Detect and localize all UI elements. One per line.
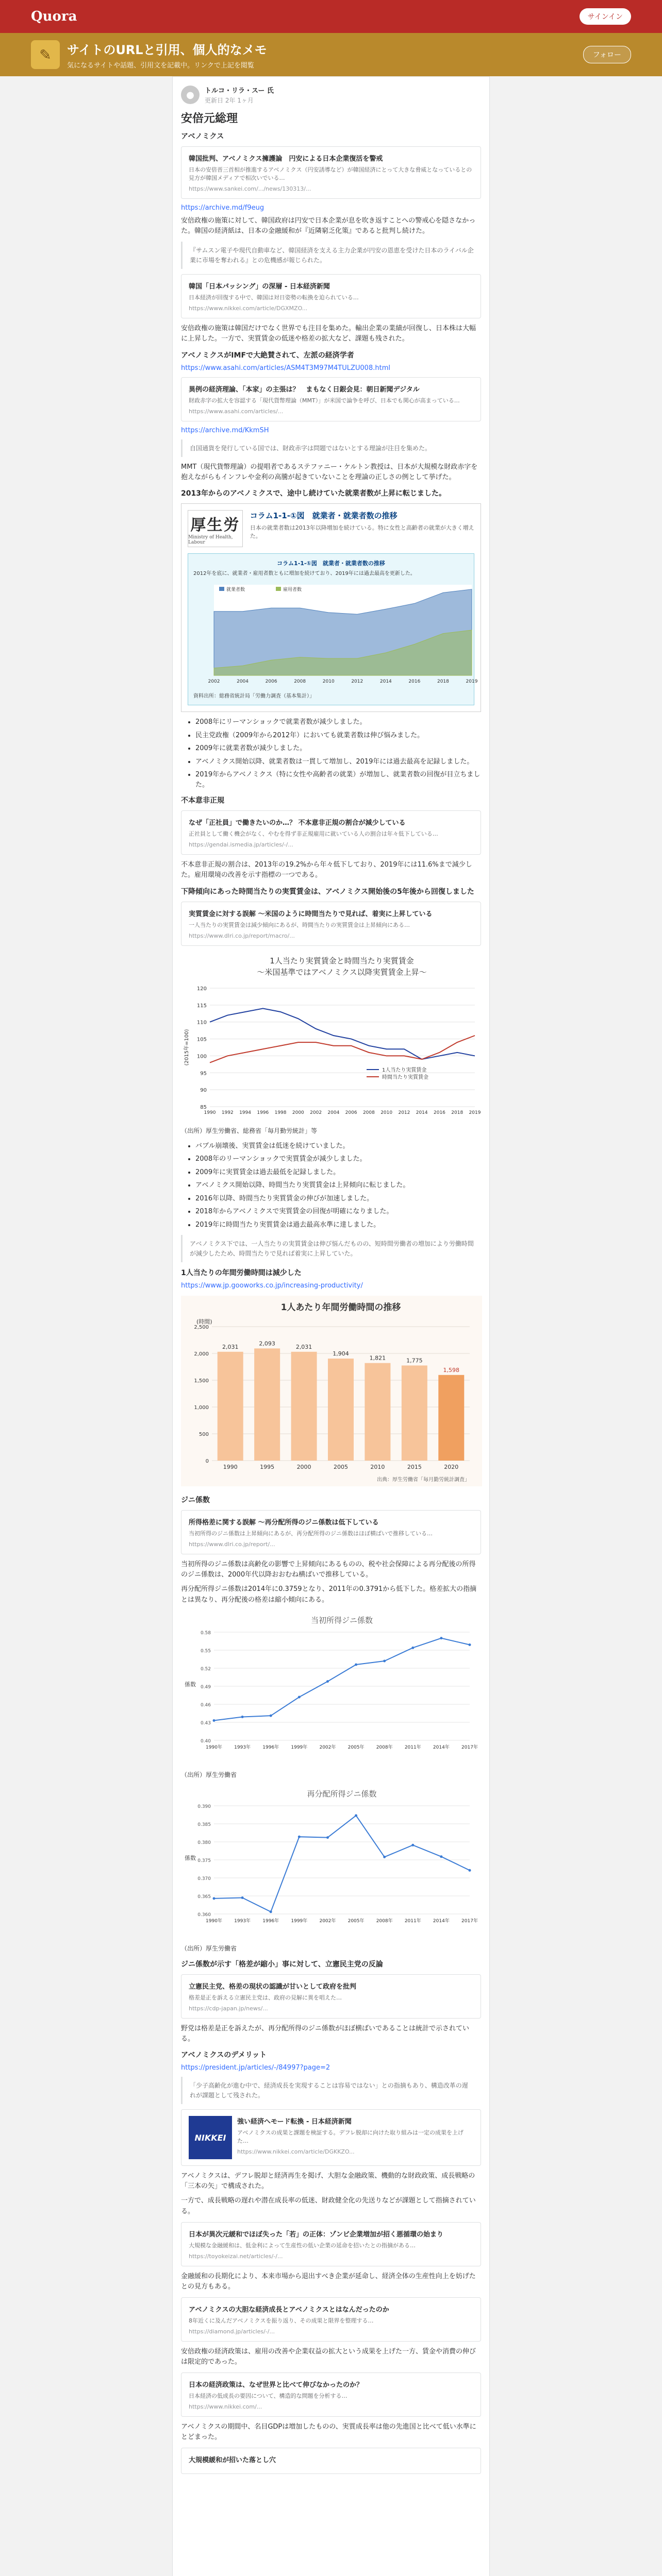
quote-block: 自国通貨を発行している国では、財政赤字は問題ではないとする理論が注目を集めた。 — [181, 439, 481, 457]
list-item: • 2018年からアベノミクスで実質賃金の回復が明確になりました。 — [195, 1207, 481, 1217]
link-card[interactable] — [181, 2448, 481, 2474]
x-tick-label: 1990 — [223, 1464, 238, 1471]
x-tick-label: 2002年 — [319, 1918, 336, 1924]
data-label: 2,031 — [222, 1343, 239, 1350]
link-card-desc: 8年近くに及んだアベノミクスを振り返り、その成果と限界を整理する… — [189, 2317, 374, 2324]
list-item: • 民主党政権（2009年から2012年）においても就業者数は伸び悩みました。 — [195, 731, 481, 741]
section-title: アベノミクス — [181, 132, 224, 141]
series-line — [214, 1638, 470, 1720]
legend-label: 時間当たり実質賃金 — [382, 1074, 428, 1080]
paragraph: MMT（現代貨幣理論）の提唱者であるステファニー・ケルトン教授は、日本が大規模な財政赤字を抱えながらもインフレや金利の高騰が起きていないことを理論の正しさの例として挙げた。 — [181, 463, 478, 482]
link-card-desc: 一人当たりの実質賃金は減少傾向にあるが、時間当たりの実質賃金は上昇傾向にある… — [189, 921, 410, 928]
paragraph: アベノミクスの期間中、名目GDPは増加したものの、実質成長率は他の先進国と比べて低い水準にとどまった。 — [181, 2423, 476, 2442]
list-item: • 2008年のリーマンショックで実質賃金が減少しました。 — [195, 1154, 481, 1164]
top-header — [0, 0, 662, 33]
employment-chart-panel — [188, 553, 478, 705]
data-point — [355, 1663, 357, 1666]
x-tick-label: 2017年 — [461, 1744, 478, 1750]
link-card-url: https://www.dlri.co.jp/report/... — [189, 1541, 275, 1548]
data-point — [383, 1659, 386, 1662]
legend-label: 雇用者数 — [283, 587, 302, 592]
data-point — [469, 1643, 471, 1646]
y-tick-label: 0.360 — [197, 1912, 211, 1918]
bullet-list — [195, 717, 481, 790]
data-point — [383, 1856, 386, 1858]
list-item: • 2009年に就業者数が減少しました。 — [195, 743, 481, 754]
data-point — [326, 1836, 329, 1839]
link-card-title: アベノミクスの大胆な経済成長とアベノミクスとはなんだったのか — [189, 2306, 389, 2314]
x-tick-label: 1993年 — [234, 1744, 251, 1750]
link-card[interactable] — [181, 274, 481, 318]
data-point — [241, 1716, 244, 1718]
x-tick-label: 2017年 — [461, 1918, 478, 1924]
x-tick-label: 1990年 — [206, 1744, 222, 1750]
x-tick-label: 2010 — [380, 1110, 393, 1115]
y-tick-label: 0.55 — [200, 1648, 211, 1654]
link-card-url: https://www.sankei.com/.../news/130313/... — [189, 185, 311, 192]
data-point — [270, 1910, 272, 1913]
x-tick-label: 2006 — [265, 679, 277, 684]
x-tick-label: 1999年 — [291, 1744, 308, 1750]
data-point — [440, 1855, 442, 1858]
x-tick-label: 2002 — [310, 1110, 322, 1115]
bar — [291, 1352, 317, 1461]
x-tick-label: 2006 — [345, 1110, 357, 1115]
section-title: 2013年からのアベノミクスで、途中し続けていた就業者数が上昇に転じました。 — [181, 489, 446, 498]
data-point — [355, 1814, 357, 1817]
link-card-title: 日本の経済政策は、なぜ世界と比べて伸びなかったのか？ — [189, 2381, 363, 2389]
mhlw-logo — [188, 510, 243, 547]
bar — [254, 1349, 280, 1461]
x-tick-label: 1993年 — [234, 1918, 251, 1924]
list-item: • アベノミクス開始以降、時間当たり実質賃金は上昇傾向に転じました。 — [195, 1180, 481, 1191]
link-card-desc: 大規模な金融緩和は、低金利によって生産性の低い企業の延命を招いたとの指摘がある… — [189, 2242, 416, 2249]
link-card-title: 実質賃金に対する誤解 ～米国のように時間当たりで見れば、着実に上昇している — [189, 910, 433, 918]
chart-note: 2012年を底に、就業者・雇用者数ともに増加を続けており、2019年には過去最高を更新した。 — [193, 571, 416, 577]
bar — [438, 1375, 464, 1461]
article-link[interactable]: https://president.jp/articles/-/84997?page=2 — [181, 2063, 330, 2072]
y-tick-label: 0.390 — [197, 1804, 211, 1809]
y-tick-label: 0.370 — [197, 1876, 211, 1882]
link-card-title: 異例の経済理論、「本家」の主張は？ まもなく日銀会見：朝日新聞デジタル — [189, 385, 420, 394]
whitepaper-title: コラム1-1-①図 就業者・就業者数の推移 — [250, 511, 398, 521]
hours-chart — [181, 1296, 482, 1486]
link-card-url: https://toyokeizai.net/articles/-/... — [189, 2252, 283, 2260]
list-item: • 2008年にリーマンショックで就業者数が減少しました。 — [195, 717, 481, 727]
link-card[interactable] — [181, 2372, 481, 2417]
x-tick-label: 2014 — [416, 1110, 428, 1115]
section-title: アベノミクスがIMFで大絶賛されて、左派の経済学者 — [181, 351, 354, 360]
wage-chart — [181, 952, 482, 1122]
hours-chart-figure — [181, 1296, 481, 1488]
chart-title: 再分配所得ジニ係数 — [307, 1789, 377, 1799]
y-tick-label: 0.46 — [200, 1702, 211, 1708]
data-point — [298, 1696, 301, 1698]
link-card[interactable] — [181, 1510, 481, 1554]
x-tick-label: 2000 — [292, 1110, 304, 1115]
x-tick-label: 1995 — [260, 1464, 275, 1471]
bar — [218, 1352, 243, 1461]
link-card-url: https://cdp-japan.jp/news/... — [189, 2005, 268, 2012]
paragraph: アベノミクスは、デフレ脱却と経済再生を掲げ、大胆な金融政策、機動的な財政政策、成長戦略の「三本の矢」で構成された。 — [181, 2172, 475, 2191]
archive-link[interactable]: https://archive.md/KkmSH — [181, 426, 269, 434]
x-tick-label: 2016 — [408, 679, 421, 684]
x-tick-label: 2005年 — [347, 1918, 365, 1924]
link-card-desc: 格差是正を訴える立憲民主党は、政府の見解に異を唱えた… — [189, 1994, 342, 2001]
x-tick-label: 2008年 — [376, 1918, 393, 1924]
x-tick-label: 2005 — [334, 1464, 348, 1471]
data-point — [213, 1719, 216, 1722]
list-item: • 2019年に時間当たり実質賃金は過去最高水準に達しました。 — [195, 1220, 481, 1230]
x-tick-label: 2014年 — [433, 1918, 450, 1924]
x-tick-label: 2010 — [322, 679, 335, 684]
link-card[interactable] — [181, 377, 481, 421]
link-card[interactable] — [181, 146, 481, 199]
data-point — [469, 1869, 471, 1872]
y-tick-label: 0.43 — [200, 1720, 211, 1726]
quora-logo[interactable]: Quora — [31, 9, 77, 24]
data-point — [440, 1637, 442, 1639]
list-item: • 2016年以降、時間当たり実質賃金の伸びが加速しました。 — [195, 1194, 481, 1204]
logo-subtext: Ministry of Health, Labour — [188, 535, 233, 546]
x-tick-label: 1992 — [221, 1110, 234, 1115]
link-card[interactable] — [181, 2109, 481, 2166]
y-tick-label: 115 — [196, 1003, 207, 1009]
x-tick-label: 2008 — [294, 679, 306, 684]
wage-chart-figure — [181, 952, 481, 1135]
bar — [365, 1363, 390, 1461]
chart-source: （出所）厚生労働省 — [181, 1771, 237, 1778]
signin-button[interactable]: サインイン — [580, 8, 631, 25]
link-card-title: 所得格差に関する誤解 ～再分配所得のジニ係数は低下している — [189, 1519, 379, 1527]
y-tick-label: 2,000 — [194, 1351, 209, 1358]
y-tick-label: 0.58 — [200, 1630, 211, 1636]
x-tick-label: 2005年 — [347, 1744, 365, 1750]
x-tick-label: 1996年 — [262, 1744, 279, 1750]
data-label: 1,904 — [333, 1350, 349, 1358]
y-tick-label: 2,500 — [194, 1325, 209, 1331]
legend-swatch — [276, 587, 281, 591]
x-tick-label: 2019 — [469, 1110, 481, 1115]
y-tick-label: 110 — [196, 1020, 207, 1026]
link-card-title: 韓国批判、アベノミクス擁護論 円安による日本企業復活を警戒 — [189, 155, 383, 163]
paragraph: 一方で、成長戦略の遅れや潜在成長率の低迷、財政健全化の先送りなどが課題として指摘されている。 — [181, 2197, 476, 2215]
y-tick-label: 100 — [196, 1053, 207, 1059]
chart-source: 出典：厚生労働省「毎月勤労統計調査」 — [377, 1477, 470, 1483]
chart-caption: （出所）厚生労働省、総務省「毎月勤労統計」等 — [181, 1127, 318, 1134]
x-tick-label: 1998 — [274, 1110, 287, 1115]
list-item: • バブル崩壊後、実質賃金は低迷を続けていました。 — [195, 1141, 481, 1151]
x-tick-label: 1994 — [239, 1110, 251, 1115]
y-tick-label: 0.365 — [197, 1894, 211, 1900]
gini-redistribution-chart — [181, 1785, 482, 1940]
y-tick-label: 0.40 — [200, 1738, 211, 1744]
avatar[interactable]: ● — [181, 86, 200, 104]
nikkei-logo: NIKKEI — [189, 2116, 232, 2159]
list-item: • 2019年からアベノミクス（特に女性や高齢者の就業）が増加し、就業者数の回復が目立ちました。 — [195, 770, 481, 790]
chart-title: 当初所得ジニ係数 — [310, 1615, 373, 1625]
section-title: ジニ係数 — [181, 1496, 210, 1505]
paragraph: 不本意非正規の割合は、2013年の19.2%から年々低下しており、2019年には11.6%まで減少した。雇用環境の改善を示す指標の一つである。 — [181, 861, 472, 879]
space-banner — [0, 33, 662, 76]
data-point — [270, 1714, 272, 1717]
link-card-desc: 日本の安倍晋三首相が推進するアベノミクス（円安誘導など）が韓国経済にとって大きな脅威となっているとの見方が韓国メディアで相次いでいる… — [189, 166, 472, 181]
data-point — [213, 1897, 216, 1900]
y-tick-label: 0.385 — [197, 1822, 211, 1827]
follow-button[interactable]: フォロー — [583, 46, 631, 63]
author-row — [181, 85, 481, 105]
link-card[interactable] — [181, 1974, 481, 2019]
section-title: 1人当たりの年間労働時間は減少した — [181, 1269, 302, 1278]
x-tick-label: 2020 — [444, 1464, 459, 1471]
post-date[interactable]: 更新日 2年 1ヶ月 — [205, 97, 254, 104]
link-card-url: https://diamond.jp/articles/-/... — [189, 2328, 275, 2335]
whitepaper-sub: 日本の就業者数は2013年以降増加を続けている。特に女性と高齢者の就業が大きく増えた。 — [250, 524, 474, 539]
y-tick-label: 105 — [196, 1037, 207, 1043]
link-card-url: https://www.asahi.com/articles/... — [189, 408, 284, 415]
quote-block: 「少子高齢化が進む中で、経済成長を実現することは容易ではない」との指摘もあり、構造改革の遅れが課題として残された。 — [181, 2077, 481, 2104]
y-tick-label: 90 — [200, 1087, 207, 1093]
data-point — [326, 1680, 329, 1683]
y-axis-label: 係数 — [185, 1854, 196, 1861]
link-card[interactable] — [181, 810, 481, 855]
link-card-title: なぜ「正社員」で働きたいのか…？ 不本意非正規の割合が減少している — [189, 819, 406, 827]
y-tick-label: 95 — [200, 1070, 207, 1076]
data-label: 1,598 — [443, 1367, 460, 1374]
paragraph: 安倍政権の施策は韓国だけでなく世界でも注目を集めた。輸出企業の業績が回復し、日本株は大幅に上昇した。一方で、実質賃金の低迷や格差の拡大など、課題も残された。 — [181, 325, 476, 343]
x-tick-label: 1996年 — [262, 1918, 279, 1924]
bar — [328, 1359, 354, 1461]
link-card-desc: 日本経済が回復する中で、韓国は対日姿勢の転換を迫られている… — [189, 294, 359, 301]
archive-link[interactable]: https://archive.md/f9eug — [181, 204, 264, 212]
x-tick-label: 1990年 — [206, 1918, 222, 1924]
chart-title: 1人あたり年間労働時間の推移 — [280, 1302, 401, 1313]
section-title: アベノミクスのデメリット — [181, 2050, 267, 2059]
data-label: 2,031 — [295, 1343, 312, 1350]
x-tick-label: 2008年 — [376, 1744, 393, 1750]
link-card[interactable] — [181, 902, 481, 946]
link-card[interactable] — [181, 2297, 481, 2342]
x-tick-label: 2015 — [407, 1464, 422, 1471]
data-point — [241, 1896, 244, 1899]
y-tick-label: 120 — [196, 986, 207, 992]
data-label: 2,093 — [259, 1340, 275, 1347]
x-tick-label: 1999年 — [291, 1918, 308, 1924]
x-tick-label: 2014年 — [433, 1744, 450, 1750]
x-tick-label: 2012 — [398, 1110, 410, 1115]
y-tick-label: 500 — [198, 1432, 209, 1438]
y-tick-label: 0.380 — [197, 1840, 211, 1845]
link-card-title: 強い経済へモード転換 - 日本経済新聞 — [237, 2118, 352, 2126]
paragraph: 金融緩和の長期化により、本来市場から退出すべき企業が延命し、経済全体の生産性向上を妨げたとの見方もある。 — [181, 2272, 476, 2291]
data-label: 1,821 — [369, 1354, 386, 1362]
x-tick-label: 2016 — [434, 1110, 445, 1115]
list-item: • 2009年に実質賃金は過去最低を記録しました。 — [195, 1167, 481, 1178]
link-card-title: 大規模緩和が招いた落とし穴 — [189, 2456, 276, 2465]
article-link[interactable]: https://www.asahi.com/articles/ASM4T3M97M4TULZU008.html — [181, 364, 390, 372]
chart-subtitle: 〜米国基準ではアベノミクス以降実質賃金上昇〜 — [257, 967, 427, 977]
paragraph: 安倍政権の経済政策は、雇用の改善や企業収益の拡大という成果を上げた一方、賃金や消費の伸びは限定的であった。 — [181, 2347, 476, 2366]
paragraph: 野党は格差是正を訴えたが、再分配所得のジニ係数がほぼ横ばいであることは統計で示されている。 — [181, 2024, 470, 2043]
x-tick-label: 2004 — [327, 1110, 340, 1115]
section-title: 下降傾向にあった時間当たりの実質賃金は、アベノミクス開始後の5年後から回復しました — [181, 887, 474, 896]
x-tick-label: 2014 — [379, 679, 392, 684]
link-card-title: 日本が異次元緩和でほぼ失った「若」の正体：ゾンビ企業増加が招く悪循環の始まり — [189, 2230, 444, 2239]
x-tick-label: 2004 — [237, 679, 249, 684]
space-title[interactable]: サイトのURLと引用、個人的なメモ — [67, 43, 267, 57]
paragraph: 安倍政権の施策に対して、韓国政府は円安で日本企業が息を吹き返すことへの警戒心を隠さなかった。韓国の経済紙は、日本の金融緩和が『近隣窮乏化策』であると批判し続けた。 — [181, 216, 476, 235]
data-point — [411, 1647, 414, 1649]
post-title: 安倍元総理 — [181, 112, 238, 125]
link-card-title: 立憲民主党、格差の現状の認識が甘いとして政府を批判 — [189, 1982, 357, 1991]
x-tick-label: 2008 — [362, 1110, 375, 1115]
legend-label: 1人当たり実質賃金 — [382, 1067, 427, 1073]
data-point — [298, 1835, 301, 1838]
logo-text: 厚生労 — [190, 516, 240, 535]
y-axis-label: (時間) — [196, 1318, 212, 1326]
link-card-url: https://www.nikkei.com/... — [189, 2403, 262, 2411]
y-axis-label: (2015年=100) — [184, 1029, 190, 1065]
y-tick-label: 1,500 — [194, 1378, 209, 1384]
author-name[interactable]: トルコ・リラ・スー 氏 — [205, 87, 274, 95]
x-tick-label: 2019 — [466, 679, 478, 684]
x-tick-label: 1996 — [257, 1110, 269, 1115]
article-link[interactable]: https://www.jp.gooworks.co.jp/increasing-productivity/ — [181, 1282, 363, 1290]
link-card-url: https://www.nikkei.com/article/DGKKZO... — [237, 2148, 355, 2155]
legend-label: 就業者数 — [226, 587, 245, 592]
paragraph: 再分配所得ジニ係数は2014年に0.3759となり、2011年の0.3791から低下した。格差拡大の指摘とは異なり、再分配後の格差は縮小傾向にある。 — [181, 1585, 477, 1604]
y-tick-label: 0.375 — [197, 1858, 211, 1863]
x-tick-label: 2002 — [208, 679, 220, 684]
whitepaper-figure — [181, 503, 481, 712]
link-card-desc: 財政赤字の拡大を容認する「現代貨幣理論（MMT）」が米国で論争を呼び、日本でも関心が高まっている… — [189, 397, 460, 404]
chart-title: コラム1-1-①図 就業者・就業者数の推移 — [277, 560, 385, 567]
link-card-desc: アベノミクスの成果と課題を検証する。デフレ脱却に向けた取り組みは一定の成果を上げた… — [237, 2129, 464, 2145]
y-tick-label: 1,000 — [194, 1405, 209, 1411]
x-tick-label: 2018 — [451, 1110, 464, 1115]
x-tick-label: 2012 — [351, 679, 363, 684]
y-axis-label: 係数 — [185, 1681, 196, 1688]
x-tick-label: 2002年 — [319, 1744, 336, 1750]
chart-source: 資料出所：総務省統計局「労働力調査（基本集計）」 — [193, 693, 315, 699]
bullet-list — [195, 1141, 481, 1230]
space-description: 気になるサイトや話題、引用文を記載中。リンクで上記を閲覧 — [67, 62, 254, 70]
gini-initial-figure — [181, 1612, 481, 1779]
x-tick-label: 2000 — [296, 1464, 311, 1471]
y-tick-label: 0.49 — [200, 1684, 211, 1690]
data-label: 1,775 — [406, 1357, 423, 1364]
link-card-desc: 日本経済の低成長の要因について、構造的な問題を分析する… — [189, 2393, 347, 2400]
link-card-desc: 正社員として働く機会がなく、やむを得ず非正規雇用に就いている人の割合は年々低下している… — [189, 831, 438, 838]
link-card-url: https://www.nikkei.com/article/DGXMZO... — [189, 305, 308, 312]
quote-block: アベノミクス下では、一人当たりの実質賃金は伸び悩んだものの、短時間労働者の増加により労働時間が減少したため、時間当たりで見れば着実に上昇していた。 — [181, 1235, 481, 1262]
x-tick-label: 2011年 — [404, 1918, 421, 1924]
link-card[interactable] — [181, 2222, 481, 2266]
legend-swatch — [219, 587, 224, 591]
link-card-desc: 当初所得のジニ係数は上昇傾向にあるが、再分配所得のジニ係数はほぼ横ばいで推移している… — [189, 1530, 433, 1537]
y-tick-label: 0 — [205, 1459, 209, 1465]
paragraph: 当初所得のジニ係数は高齢化の影響で上昇傾向にあるものの、税や社会保障による再分配後の所得のジニ係数は、2000年代以降おおむね横ばいで推移している。 — [181, 1561, 476, 1579]
chart-title: 1人当たり実質賃金と時間当たり実質賃金 — [270, 956, 414, 965]
y-tick-label: 0.52 — [200, 1666, 211, 1672]
scroll-icon: ✎ — [31, 40, 60, 69]
section-title: 不本意非正規 — [181, 796, 224, 805]
series-line-1 — [210, 1036, 475, 1063]
x-tick-label: 2018 — [437, 679, 449, 684]
data-point — [411, 1844, 414, 1846]
bar — [402, 1366, 427, 1461]
quote-block: 『サムスン電子や現代自動車など、韓国経済を支える主力企業が円安の恩恵を受けた日本のライバル企業に市場を奪われる』との危機感が報じられた。 — [181, 242, 481, 269]
employment-chart — [193, 578, 480, 691]
chart-source: （出所）厚生労働省 — [181, 1944, 237, 1952]
series-line — [214, 1816, 470, 1912]
x-tick-label: 2010 — [370, 1464, 385, 1471]
x-tick-label: 1990 — [204, 1110, 216, 1115]
post-card — [172, 76, 490, 2576]
gini-initial-chart — [181, 1612, 482, 1766]
link-card-url: https://www.dlri.co.jp/report/macro/... — [189, 932, 295, 939]
link-card-title: 韓国「日本パッシング」の深層 - 日本経済新聞 — [189, 283, 330, 291]
x-tick-label: 2011年 — [404, 1744, 421, 1750]
link-card-url: https://gendai.ismedia.jp/articles/-/... — [189, 841, 293, 849]
section-title: ジニ係数が示す「格差が縮小」事に対して、立憲民主党の反論 — [181, 1960, 383, 1969]
list-item: • アベノミクス開始以降、就業者数は一貫して増加し、2019年には過去最高を記録しました。 — [195, 757, 481, 767]
y-tick-label: 85 — [200, 1104, 207, 1110]
gini-redistribution-figure — [181, 1785, 481, 1953]
